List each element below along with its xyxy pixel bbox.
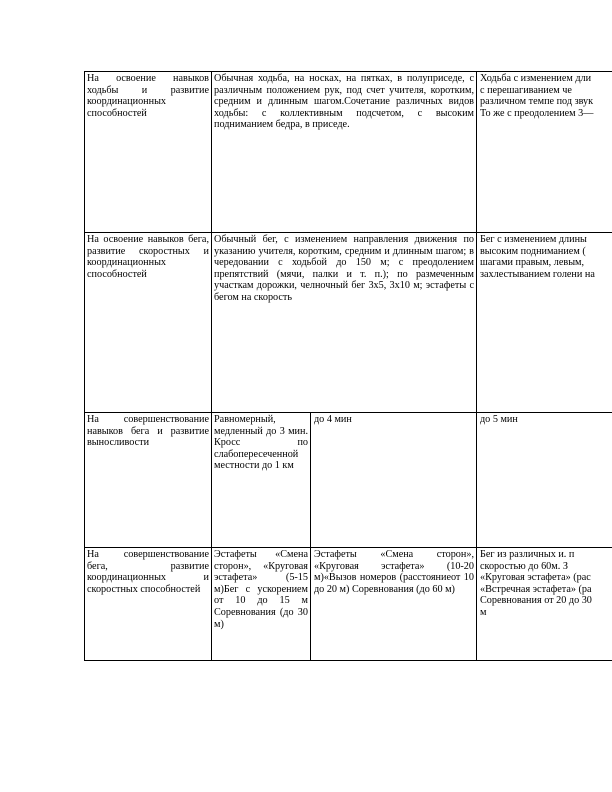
goal-cell: На освоение навыков бега, развитие скоростных и координационных способностей <box>87 234 209 280</box>
table-rule <box>84 71 85 661</box>
table-rule <box>84 660 612 661</box>
table-rule <box>310 412 311 661</box>
exercise-cell-clipped: Бег с изменением длины высоким подниманием ( шагами правым, левым, захлестыванием голени на <box>480 234 595 280</box>
table-rule <box>84 232 612 233</box>
goal-cell: На совершенствование навыков бега и развитие выносливости <box>87 414 209 449</box>
table-rule <box>211 71 212 661</box>
goal-cell: На освоение навыков ходьбы и развитие координационных способностей <box>87 73 209 119</box>
exercise-cell: до 4 мин <box>314 414 352 425</box>
exercise-cell: Равномерный, медленный до 3 мин. Кросс по слабопересеченной местности до 1 км <box>214 414 308 472</box>
goal-cell: На совершенствование бега, развитие координационных и скоростных способностей <box>87 549 209 595</box>
exercise-cell-clipped: Ходьба с изменением дли с перешагиванием че различном темпе под звук То же с преодолением 3— <box>480 73 594 119</box>
exercise-cell-clipped: до 5 мин <box>480 414 518 425</box>
exercise-cell: Эстафеты «Смена сторон», «Круговая эстафета» (10-20 м)«Вызов номеров (расстояниеот 10 до 20 м) Соревнования (до 60 м) <box>314 549 474 595</box>
table-rule <box>476 71 477 661</box>
exercise-cell-clipped: Бег из различных и. п скоростью до 60м. З «Круговая эстафета» (рас «Встречная эстафета» (ра Соревнования от 20 до 30 м <box>480 549 592 618</box>
table-rule <box>84 71 612 72</box>
exercise-cell: Обычная ходьба, на носках, на пятках, в полуприседе, с различным положением рук, под счет учителя, коротким, средним и длинным шагом.Сочетание различных видов ходьбы: с коллективным подсчетом, с высоким подниманием бедра, в приседе. <box>214 73 474 131</box>
table-rule <box>84 412 612 413</box>
exercise-cell: Эстафеты «Смена сторон», «Круговая эстафета» (5-15 м)Бег с ускорением от 10 до 15 м Соревнования (до 30 м) <box>214 549 308 630</box>
exercise-cell: Обычный бег, с изменением направления движения по указанию учителя, коротким, средним и длинным шагом; в чередовании с ходьбой до 150 м; с преодолением препятствий (мячи, палки и т. п.); по размеченным участкам дорожки, челночный бег 3х5, 3х10 м; эстафеты с бегом на скорость <box>214 234 474 303</box>
table-rule <box>84 547 612 548</box>
